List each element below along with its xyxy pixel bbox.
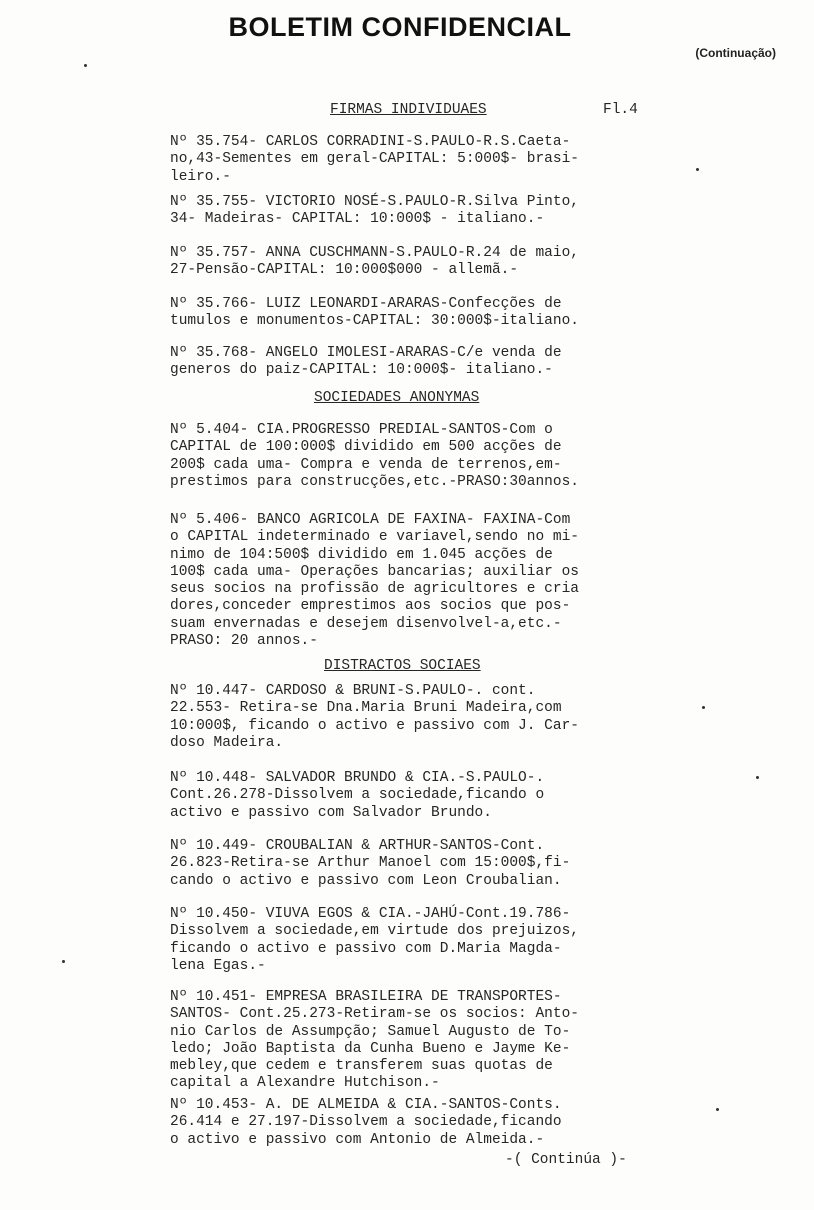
entry [170,345,650,380]
entry-line: generos do paiz-CAPITAL: 10:000$- italiano.- [170,362,553,379]
entry-line: o activo e passivo com Antonio de Almeida.- [170,1131,545,1148]
scan-speck [84,64,87,67]
entry-line: Cont.26.278-Dissolvem a sociedade,ficando o [170,787,545,804]
entry-line: Nº 10.451- EMPRESA BRASILEIRA DE TRANSPORTES- [170,989,562,1005]
entry [170,1097,650,1149]
entry-line: ledo; João Baptista da Cunha Bueno e Jayme Ke- [170,1040,571,1057]
entry-line: 100$ cada uma- Operações bancarias; auxiliar os [170,563,579,580]
entry-line: leiro.- [170,168,231,185]
entry [170,134,650,186]
entry-line: suam envernadas e desejem disenvolvel-a,etc.- [170,615,562,632]
entry-line: Nº 10.447- CARDOSO & BRUNI-S.PAULO-. cont. [170,683,536,699]
section-title: FIRMAS INDIVIDUAES [330,102,487,118]
continuation-note: (Continuação) [695,46,776,60]
entry-line: 27-Pensão-CAPITAL: 10:000$000 - allemã.- [170,262,519,279]
scan-speck [62,960,65,963]
entry [170,989,650,1093]
entry-line: Nº 35.768- ANGELO IMOLESI-ARARAS-C/e venda de [170,345,562,361]
entry-line: Nº 10.450- VIUVA EGOS & CIA.-JAHÚ-Cont.19.786- [170,906,571,922]
sheet-number: Fl.4 [603,102,638,118]
entry-line: Nº 35.766- LUIZ LEONARDI-ARARAS-Confecções de [170,296,562,312]
entry [170,512,650,650]
scan-speck [756,776,759,779]
entry-line: activo e passivo com Salvador Brundo. [170,804,492,821]
section-heading-sociedades [314,390,479,406]
entry-line: no,43-Sementes em geral-CAPITAL: 5:000$- brasi- [170,151,579,168]
entry-line: 26.414 e 27.197-Dissolvem a sociedade,ficando [170,1114,562,1131]
entry-line: nimo de 104:500$ dividido em 1.045 acções de [170,546,553,563]
entry-line: CAPITAL de 100:000$ dividido em 500 acções de [170,439,562,456]
entry [170,245,650,280]
continued-marker: -( Continúa )- [505,1152,627,1168]
entry-line: 26.823-Retira-se Arthur Manoel com 15:000$,fi- [170,855,571,872]
entry-line: seus socios na profissão de agricultores e cria [170,581,579,598]
entry-line: 10:000$, ficando o activo e passivo com J. Car- [170,717,579,734]
entry-line: Nº 35.755- VICTORIO NOSÉ-S.PAULO-R.Silva Pinto, [170,194,579,210]
entry-line: prestimos para construcções,etc.-PRASO:30annos. [170,473,579,490]
entry-line: tumulos e monumentos-CAPITAL: 30:000$-italiano. [170,313,579,330]
entry-line: o CAPITAL indeterminado e variavel,sendo no mi- [170,529,579,546]
entry [170,194,650,229]
entry-line: mebley,que cedem e transferem suas quotas de [170,1058,553,1075]
entry-line: 200$ cada uma- Compra e venda de terrenos,em- [170,456,562,473]
entry [170,906,650,975]
section-title: SOCIEDADES ANONYMAS [314,390,480,406]
entry [170,770,650,822]
entry [170,422,650,491]
entry-line: Nº 35.757- ANNA CUSCHMANN-S.PAULO-R.24 de maio, [170,245,579,261]
entry-line: ficando o activo e passivo com D.Maria Magda- [170,940,562,957]
section-heading-firmas [330,102,487,118]
masthead: BOLETIM CONFIDENCIAL [228,12,572,42]
entry-line: Nº 10.448- SALVADOR BRUNDO & CIA.-S.PAULO-. [170,770,545,786]
entry [170,838,650,890]
entry [170,683,650,752]
entry-line: PRASO: 20 annos.- [170,633,318,650]
scan-speck [702,706,705,709]
entry-line: Nº 5.404- CIA.PROGRESSO PREDIAL-SANTOS-Com o [170,422,553,438]
entry-line: lena Egas.- [170,957,266,974]
entry-line: cando o activo e passivo com Leon Croubalian. [170,872,562,889]
entry-line: capital a Alexandre Hutchison.- [170,1075,440,1092]
entry [170,296,650,331]
entry-line: 34- Madeiras- CAPITAL: 10:000$ - italiano.- [170,211,545,228]
entry-line: Dissolvem a sociedade,em virtude dos prejuizos, [170,923,579,940]
entry-line: nio Carlos de Assumpção; Samuel Augusto de To- [170,1023,571,1040]
section-title: DISTRACTOS SOCIAES [324,658,481,674]
entry-line: Nº 35.754- CARLOS CORRADINI-S.PAULO-R.S.Caeta- [170,134,571,150]
entry-line: doso Madeira. [170,734,284,751]
entry-line: SANTOS- Cont.25.273-Retiram-se os socios: Anto- [170,1006,579,1023]
entry-line: Nº 10.453- A. DE ALMEIDA & CIA.-SANTOS-Conts. [170,1097,562,1113]
entry-line: 22.553- Retira-se Dna.Maria Bruni Madeira,com [170,700,562,717]
entry-line: Nº 10.449- CROUBALIAN & ARTHUR-SANTOS-Cont. [170,838,545,854]
section-heading-distractos [324,658,481,674]
scan-speck [716,1108,719,1111]
entry-line: Nº 5.406- BANCO AGRICOLA DE FAXINA- FAXINA-Com [170,512,571,528]
scan-speck [696,168,699,171]
entry-line: dores,conceder emprestimos aos socios que pos- [170,598,571,615]
